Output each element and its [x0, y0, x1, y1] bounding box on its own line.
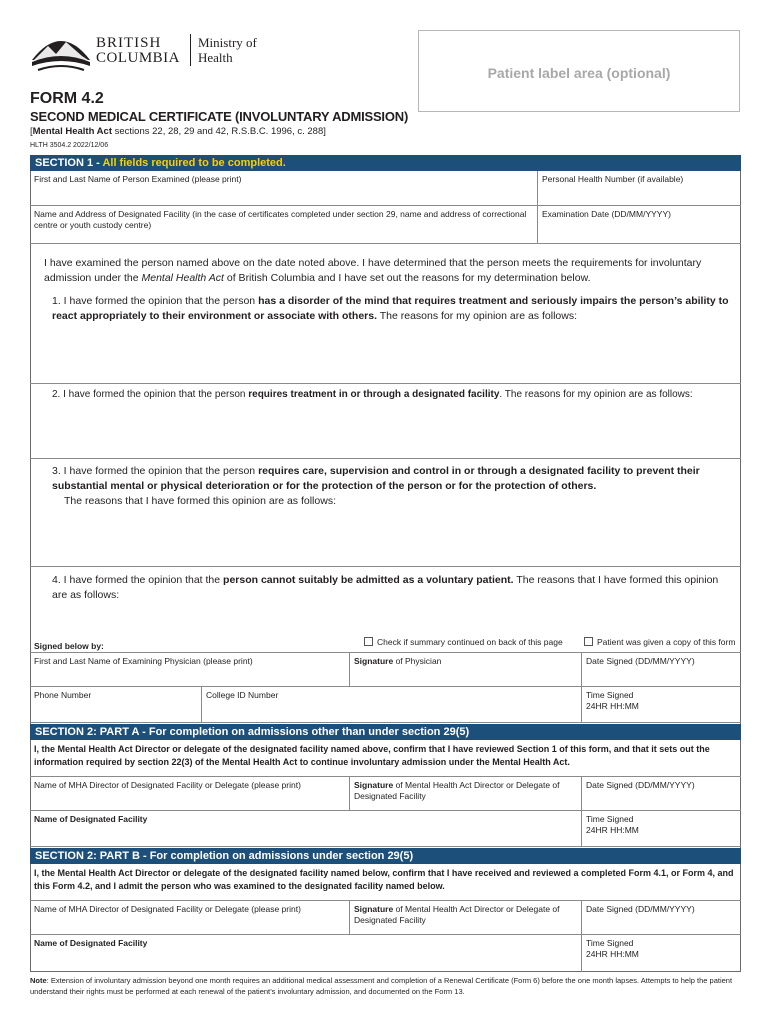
section1-bar: SECTION 1 - All fields required to be completed.: [30, 155, 741, 171]
ministry-line1: Ministry of: [198, 35, 257, 50]
divider-1: [30, 383, 741, 384]
logo-line2: COLUMBIA: [96, 50, 181, 66]
phn-field[interactable]: Personal Health Number (if available): [538, 171, 741, 206]
exam-date-field[interactable]: Examination Date (DD/MM/YYYY): [538, 206, 741, 244]
partA-statement: I, the Mental Health Act Director or delegate of the designated facility named above, confirm that I have reviewed Section 1 of this form, and that it sets out the information required by section 22(3) of the Mental Health Act to continue involuntary admission under the Mental Health Act.: [34, 744, 710, 767]
divider-2: [30, 458, 741, 459]
partA-bar: SECTION 2: PART A - For completion on admissions other than under section 29(5): [30, 724, 741, 740]
reasons-1-area[interactable]: [40, 330, 730, 380]
opinion-item-4: 4. I have formed the opinion that the person cannot suitably be admitted as a voluntary patient. The reasons that I have formed this opinion are as follows:: [52, 574, 719, 601]
divider-3: [30, 566, 741, 567]
check-summary[interactable]: Check if summary continued on back of this page: [364, 637, 563, 648]
check-copy[interactable]: Patient was given a copy of this form: [584, 637, 735, 648]
reasons-4-area[interactable]: [40, 605, 730, 633]
partB-statement: I, the Mental Health Act Director or delegate of the designated facility named below, confirm that I have received and reviewed a completed Form 4.1, or Form 4, and this Form 4.2, and I admit the person who was examined to the designated facility named below.: [34, 868, 734, 891]
bc-logo: [30, 30, 270, 72]
partA-signature-field[interactable]: Signature of Mental Health Act Director or Delegate of Designated Facility: [350, 777, 582, 811]
physician-time-field[interactable]: Time Signed 24HR HH:MM: [582, 687, 741, 723]
partA-director-field[interactable]: Name of MHA Director of Designated Facility or Delegate (please print): [30, 777, 350, 811]
facility-address-field[interactable]: Name and Address of Designated Facility (in the case of certificates completed under section 29, name and address of correctional centre or youth custody centre): [30, 206, 538, 244]
college-id-field[interactable]: College ID Number: [202, 687, 582, 723]
physician-date-field[interactable]: Date Signed (DD/MM/YYYY): [582, 653, 741, 687]
section1-intro: I have examined the person named above on the date noted above. I have determined that the person meets the requirements for involuntary admission under the Mental Health Act of British Columbia and I have set out the reasons for my determination below.: [44, 257, 702, 284]
opinion-item-2: 2. I have formed the opinion that the person requires treatment in or through a designated facility. The reasons for my opinion are as follows:: [52, 389, 693, 400]
partB-director-field[interactable]: Name of MHA Director of Designated Facility or Delegate (please print): [30, 901, 350, 935]
reasons-2-area[interactable]: [40, 405, 730, 453]
phone-field[interactable]: Phone Number: [30, 687, 202, 723]
ministry-line2: Health: [198, 50, 233, 65]
signed-below-label: Signed below by:: [34, 641, 104, 651]
opinion-item-3: 3. I have formed the opinion that the person requires care, supervision and control in or through a designated facility to prevent their substantial mental or physical deterioration or for the protection of the person or for the protection of others. The reasons that I have formed this opinion are as follows:: [52, 465, 700, 507]
footer-note: Note: Extension of involuntary admission beyond one month requires an additional medical assessment and completion of a Renewal Certificate (Form 6) before the one month lapses. Attempts to help the patient understand their rights must be performed at each renewal of the patient’s involuntary admission, and documented on the Form 13.: [30, 976, 733, 996]
partB-time-field[interactable]: Time Signed 24HR HH:MM: [586, 938, 639, 959]
physician-signature-field[interactable]: Signature of Physician: [350, 653, 582, 687]
partB-facility-field[interactable]: Name of Designated Facility: [30, 935, 582, 972]
partB-bar: SECTION 2: PART B - For completion on admissions under section 29(5): [30, 848, 741, 864]
copy-checkbox[interactable]: [584, 637, 593, 646]
patient-label-text: Patient label area (optional): [487, 65, 671, 81]
form-number: FORM 4.2: [30, 90, 104, 107]
partB-date-field[interactable]: Date Signed (DD/MM/YYYY): [582, 901, 741, 935]
physician-name-field[interactable]: First and Last Name of Examining Physician (please print): [30, 653, 350, 687]
reasons-3-area[interactable]: [40, 512, 730, 562]
partB-signature-field[interactable]: Signature of Mental Health Act Director or Delegate of Designated Facility: [350, 901, 582, 935]
partA-date-field[interactable]: Date Signed (DD/MM/YYYY): [582, 777, 741, 811]
opinion-item-1: 1. I have formed the opinion that the person has a disorder of the mind that requires treatment and seriously impairs the person’s ability to react appropriately to their environment or associate with others. The reasons for my opinion are as follows:: [52, 295, 729, 322]
logo-divider: [190, 34, 191, 66]
patient-label-area[interactable]: [418, 30, 740, 112]
form-code: HLTH 3504.2 2022/12/06: [30, 142, 109, 149]
person-name-field[interactable]: First and Last Name of Person Examined (please print): [30, 171, 538, 206]
partA-facility-field[interactable]: Name of Designated Facility: [30, 811, 582, 847]
logo-line1: BRITISH: [96, 35, 162, 51]
form-title: SECOND MEDICAL CERTIFICATE (INVOLUNTARY ADMISSION): [30, 109, 409, 124]
form-subtitle: [Mental Health Act sections 22, 28, 29 and 42, R.S.B.C. 1996, c. 288]: [30, 126, 326, 137]
summary-checkbox[interactable]: [364, 637, 373, 646]
bc-sun-mountain-icon: [30, 30, 92, 72]
partA-time-field[interactable]: Time Signed 24HR HH:MM: [582, 811, 741, 847]
